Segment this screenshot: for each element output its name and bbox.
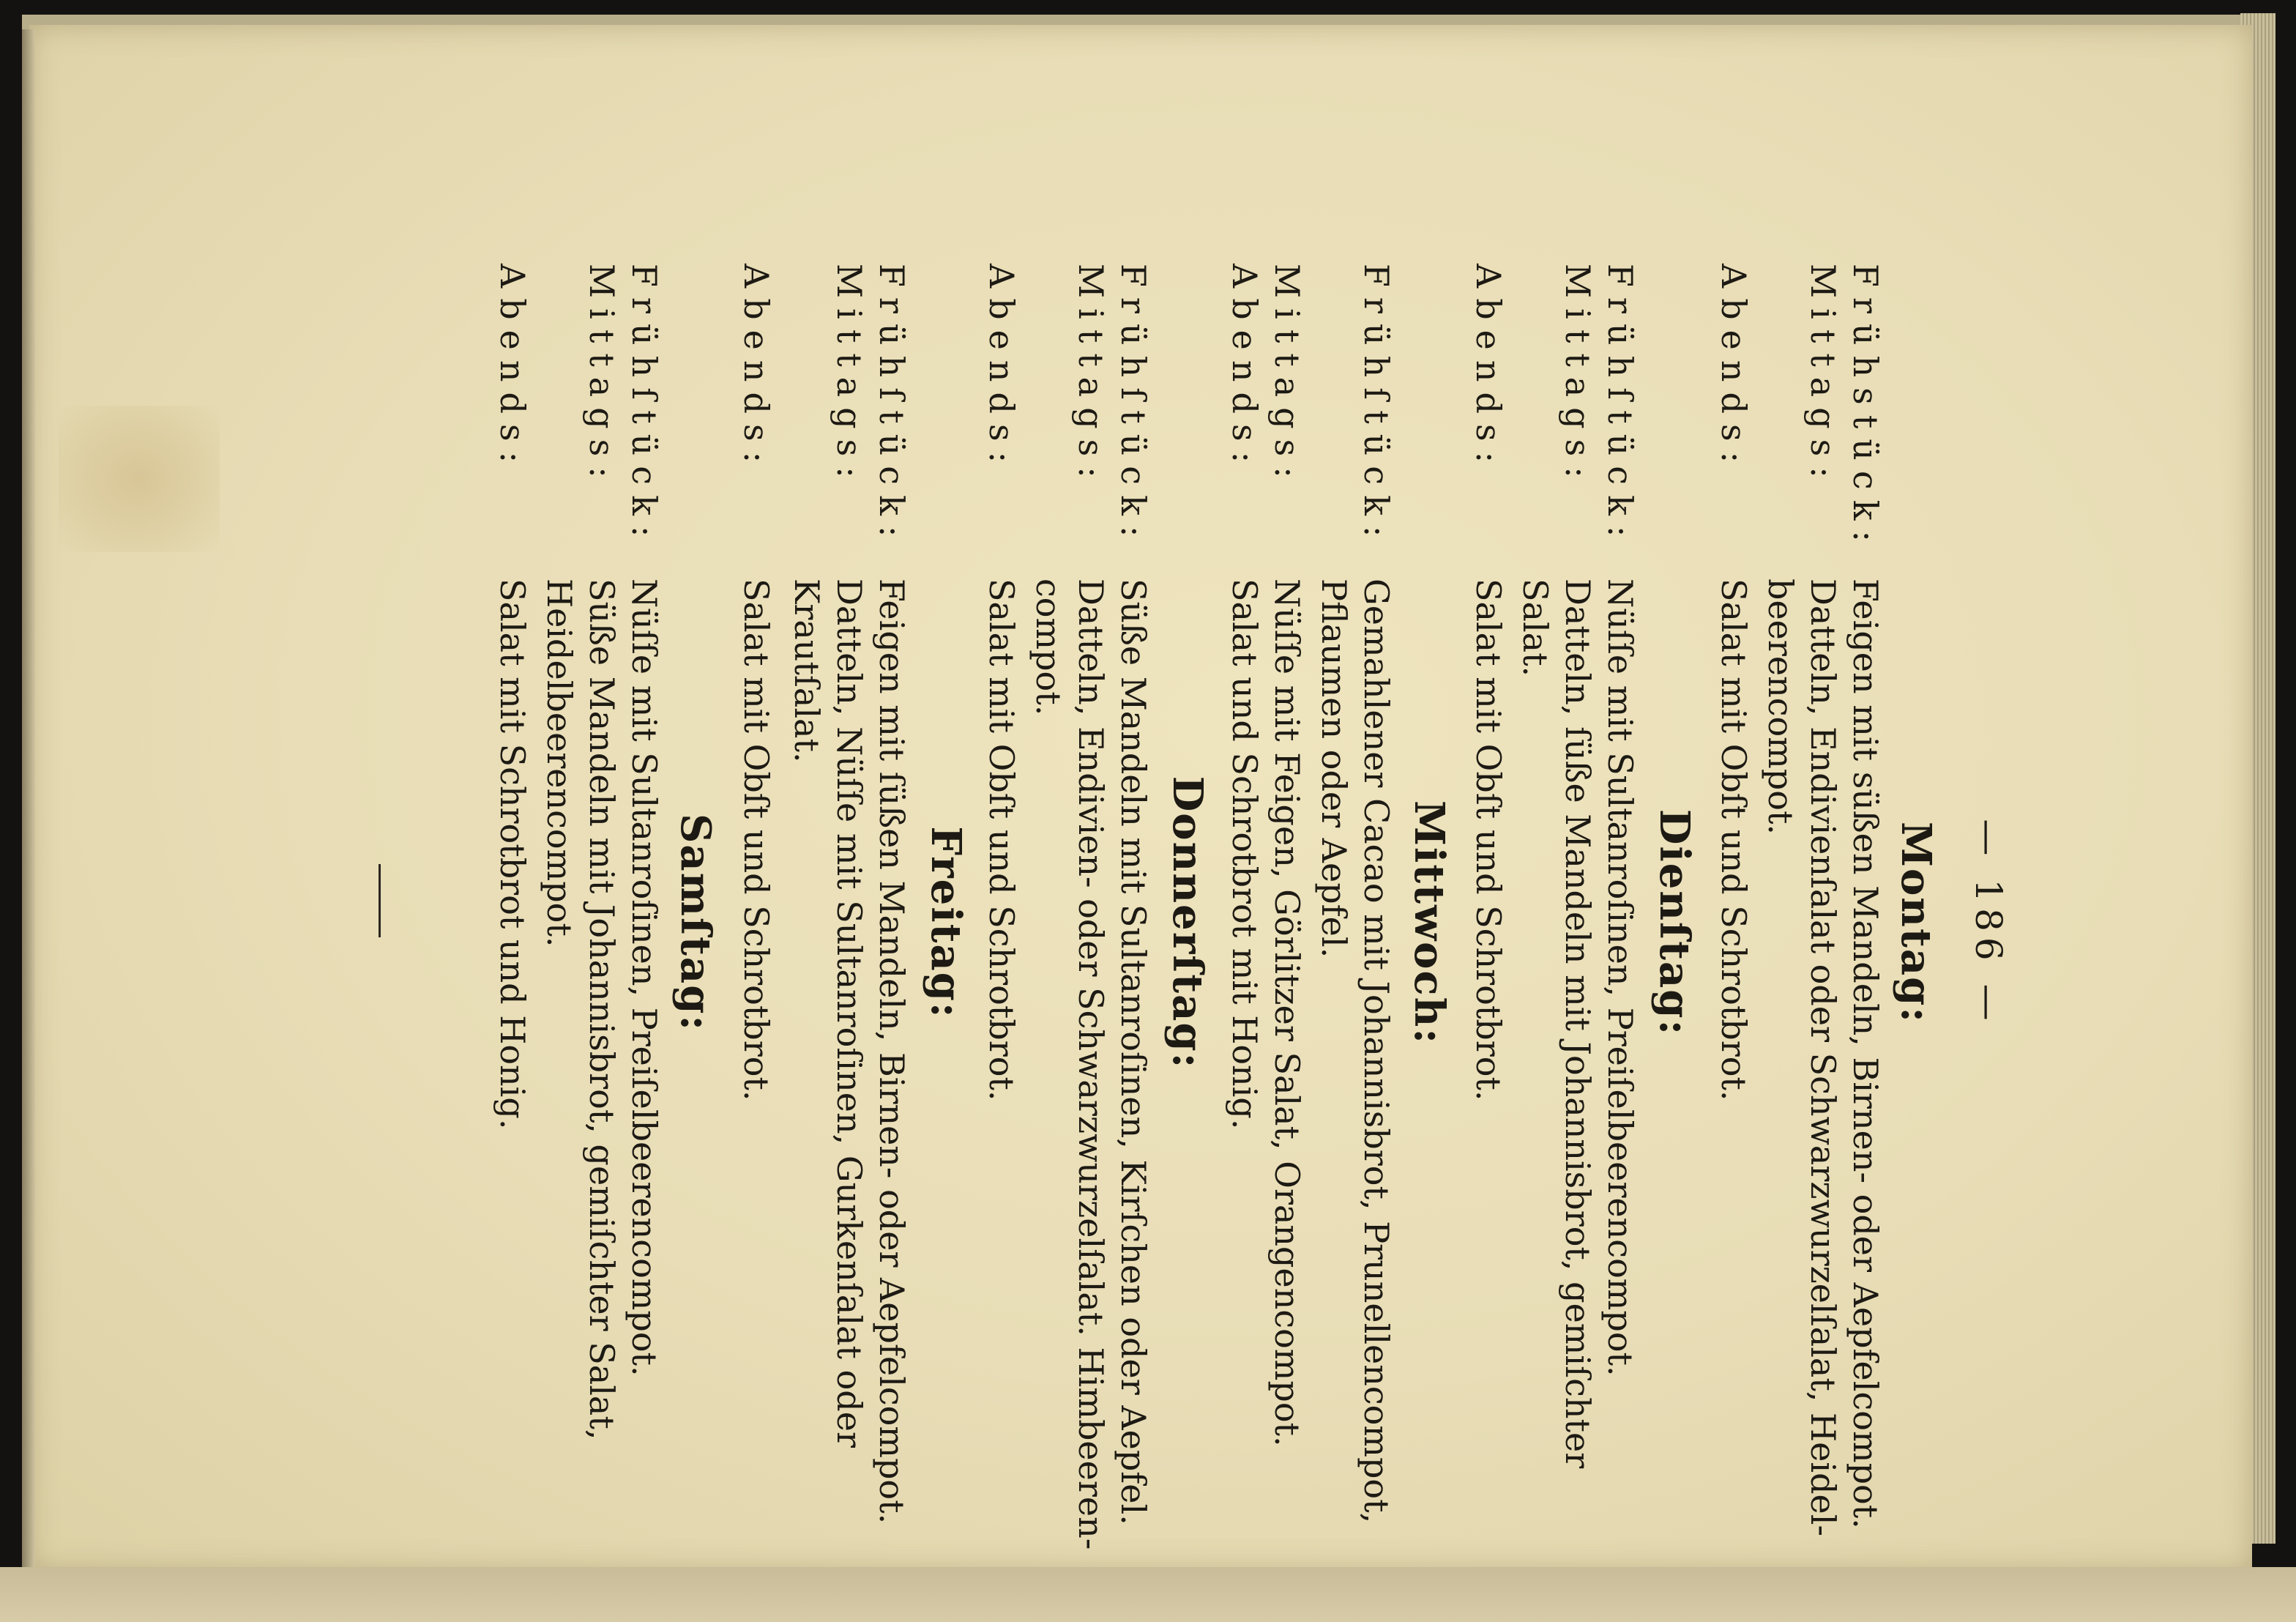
meal-text: Datteln, Endivienſalat oder Schwarzwurzelſalat, Heidel-: [1803, 579, 1843, 1537]
meal-label: Frühstück:: [1846, 264, 1885, 553]
meal-text-continued: Salat.: [1516, 579, 1555, 677]
meal-text: Nüſſe mit Feigen, Görlitzer Salat, Orangencompot.: [1267, 579, 1307, 1447]
meal-text: Datteln, Endivien- oder Schwarzwurzelſalat. Himbeeren-: [1071, 579, 1111, 1550]
heading-freitag: Freitag:: [922, 826, 970, 1019]
meal-label: Frühſtück:: [1600, 264, 1640, 548]
meal-label: Abends:: [1225, 264, 1264, 474]
book-gutter: [22, 29, 35, 1567]
meal-label: Frühſtück:: [872, 264, 912, 548]
meal-text: Gemahlener Cacao mit Johannisbrot, Prunellencompot,: [1357, 579, 1396, 1524]
closing-rule: [379, 864, 381, 937]
meal-label: Abends:: [493, 264, 532, 474]
meal-label: Abends:: [737, 264, 776, 474]
meal-label: Mittags:: [1558, 264, 1598, 488]
meal-text: Feigen mit süßen Mandeln, Birnen- oder Aepfelcompot.: [1846, 579, 1885, 1529]
meal-text: Salat mit Obſt und Schrotbrot.: [982, 579, 1021, 1101]
heading-donnerstag: Donnerſtag:: [1163, 775, 1212, 1070]
meal-text: Süße Mandeln mit Sultanroſinen, Kirſchen oder Aepfel.: [1114, 579, 1153, 1525]
meal-text: Süße Mandeln mit Johannisbrot, gemiſchter Salat,: [582, 579, 622, 1440]
meal-label: Abends:: [982, 264, 1021, 474]
meal-label: Mittags:: [582, 264, 622, 488]
meal-text: Feigen mit ſüßen Mandeln, Birnen- oder Aepfelcompot.: [872, 579, 912, 1525]
meal-label: Frühſtück:: [1357, 264, 1396, 548]
heading-dienstag: Dienſtag:: [1650, 808, 1699, 1037]
meal-text: Datteln, Nüſſe mit Sultanroſinen, Gurkenſalat oder: [830, 579, 869, 1448]
meal-label: Frühſtück:: [1114, 264, 1153, 548]
meal-text: Salat mit Obſt und Schrotbrot.: [737, 579, 776, 1101]
meal-text: Salat mit Obſt und Schrotbrot.: [1714, 579, 1753, 1101]
meal-label: Abends:: [1469, 264, 1508, 474]
heading-montag: Montag:: [1892, 821, 1940, 1024]
menu-text-block: [370, 264, 2010, 1582]
heading-mittwoch: Mittwoch:: [1405, 800, 1453, 1046]
meal-label: Mittags:: [1071, 264, 1111, 488]
meal-text: Salat und Schrotbrot mit Honig.: [1225, 579, 1264, 1130]
heading-samstag: Samſtag:: [671, 813, 720, 1033]
paper-stain: [59, 406, 220, 552]
page-number: — 186 —: [1967, 819, 2010, 1027]
meal-text: Datteln, ſüße Mandeln mit Johannisbrot, gemiſchter: [1558, 579, 1598, 1469]
meal-label: Mittags:: [1267, 264, 1307, 488]
meal-text-continued: Krautſalat.: [787, 579, 827, 763]
meal-text: Nüſſe mit Sultanroſinen, Preiſelbeerencompot.: [625, 579, 664, 1377]
meal-text: Salat mit Schrotbrot und Honig.: [493, 579, 532, 1130]
meal-text: Nüſſe mit Sultanroſinen, Preiſelbeerencompot.: [1600, 579, 1640, 1377]
meal-text-continued: compot.: [1029, 579, 1068, 716]
meal-text-continued: Pflaumen oder Aepfel.: [1314, 579, 1354, 959]
meal-label: Mittags:: [830, 264, 869, 488]
meal-text-continued: beerencompot.: [1761, 579, 1800, 836]
meal-label: Frühſtück:: [625, 264, 664, 548]
meal-text-continued: Heidelbeerencompot.: [540, 579, 579, 948]
meal-label: Mittags:: [1803, 264, 1843, 488]
meal-label: Abends:: [1714, 264, 1753, 474]
meal-text: Salat mit Obſt und Schrotbrot.: [1469, 579, 1508, 1101]
